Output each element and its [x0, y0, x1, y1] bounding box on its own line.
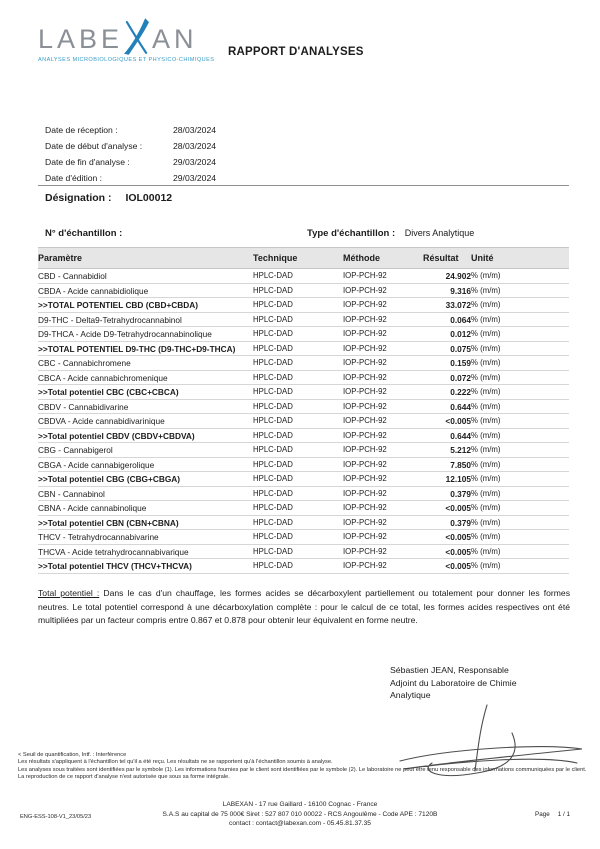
- cell-parametre: >>Total potentiel CBC (CBC+CBCA): [38, 385, 253, 400]
- cell-technique: HPLC-DAD: [253, 515, 343, 530]
- cell-unite: % (m/m): [471, 356, 569, 371]
- page-value: 1 / 1: [557, 811, 570, 818]
- cell-parametre: CBN - Cannabinol: [38, 486, 253, 501]
- cell-resultat: 9.316: [423, 283, 471, 298]
- cell-parametre: CBG - Cannabigerol: [38, 443, 253, 458]
- cell-technique: HPLC-DAD: [253, 283, 343, 298]
- cell-unite: % (m/m): [471, 341, 569, 356]
- cell-methode: IOP-PCH-92: [343, 443, 423, 458]
- table-row: [38, 385, 569, 400]
- cell-unite: % (m/m): [471, 515, 569, 530]
- page-number: [535, 811, 570, 818]
- cell-methode: IOP-PCH-92: [343, 269, 423, 284]
- table-row: [38, 298, 569, 313]
- results-table: [38, 247, 569, 574]
- cell-unite: % (m/m): [471, 457, 569, 472]
- cell-technique: HPLC-DAD: [253, 399, 343, 414]
- cell-technique: HPLC-DAD: [253, 544, 343, 559]
- fine-print-line: Les analyses sous traitées sont identifiées par le symbole (1). Les informations fournies par le client sont identifiées par le symbole (2). Le laboratoire ne peut être tenu responsable des informations communiquées par le client.: [18, 766, 587, 773]
- cell-methode: IOP-PCH-92: [343, 385, 423, 400]
- table-row: [38, 312, 569, 327]
- date-value: 29/03/2024: [173, 173, 217, 183]
- cell-unite: % (m/m): [471, 327, 569, 342]
- cell-parametre: CBDA - Acide cannabidiolique: [38, 283, 253, 298]
- col-header-unite: Unité: [471, 248, 569, 269]
- cell-resultat: 0.159: [423, 356, 471, 371]
- cell-resultat: <0.005: [423, 559, 471, 574]
- cell-methode: IOP-PCH-92: [343, 283, 423, 298]
- results-table-header: [38, 248, 569, 269]
- col-header-parametre: Paramètre: [38, 248, 253, 269]
- cell-technique: HPLC-DAD: [253, 298, 343, 313]
- cell-resultat: 0.379: [423, 486, 471, 501]
- cell-methode: IOP-PCH-92: [343, 486, 423, 501]
- cell-resultat: 0.072: [423, 370, 471, 385]
- labexan-logo: [38, 18, 218, 63]
- dates-block: [45, 122, 216, 186]
- date-label: Date de début d'analyse :: [45, 141, 143, 151]
- header: [38, 18, 364, 63]
- date-value: 29/03/2024: [173, 157, 217, 167]
- date-row-reception: [45, 122, 216, 138]
- cell-parametre: CBGA - Acide cannabigerolique: [38, 457, 253, 472]
- cell-technique: HPLC-DAD: [253, 443, 343, 458]
- table-row: [38, 472, 569, 487]
- table-row: [38, 544, 569, 559]
- cell-resultat: 7.850: [423, 457, 471, 472]
- cell-unite: % (m/m): [471, 443, 569, 458]
- cell-resultat: 0.075: [423, 341, 471, 356]
- page-label: Page: [535, 811, 550, 818]
- cell-methode: IOP-PCH-92: [343, 327, 423, 342]
- cell-parametre: CBNA - Acide cannabinolique: [38, 501, 253, 516]
- cell-methode: IOP-PCH-92: [343, 428, 423, 443]
- cell-methode: IOP-PCH-92: [343, 312, 423, 327]
- cell-parametre: >>Total potentiel CBDV (CBDV+CBDVA): [38, 428, 253, 443]
- cell-technique: HPLC-DAD: [253, 269, 343, 284]
- cell-methode: IOP-PCH-92: [343, 414, 423, 429]
- logo-wordmark: [38, 18, 218, 54]
- cell-parametre: CBCA - Acide cannabichromenique: [38, 370, 253, 385]
- cell-resultat: 0.379: [423, 515, 471, 530]
- cell-methode: IOP-PCH-92: [343, 457, 423, 472]
- cell-unite: % (m/m): [471, 269, 569, 284]
- cell-resultat: 0.012: [423, 327, 471, 342]
- cell-technique: HPLC-DAD: [253, 472, 343, 487]
- logo-x-swoosh-icon: [124, 18, 149, 55]
- table-row: [38, 399, 569, 414]
- cell-technique: HPLC-DAD: [253, 356, 343, 371]
- cell-resultat: 0.222: [423, 385, 471, 400]
- table-row: [38, 370, 569, 385]
- table-row: [38, 515, 569, 530]
- cell-parametre: >>Total potentiel CBG (CBG+CBGA): [38, 472, 253, 487]
- cell-parametre: THCV - Tetrahydrocannabivarine: [38, 530, 253, 545]
- date-row-debut-analyse: [45, 138, 216, 154]
- cell-methode: IOP-PCH-92: [343, 501, 423, 516]
- cell-methode: IOP-PCH-92: [343, 530, 423, 545]
- table-row: [38, 269, 569, 284]
- sample-line: [45, 228, 565, 242]
- cell-technique: HPLC-DAD: [253, 370, 343, 385]
- table-row: [38, 356, 569, 371]
- cell-technique: HPLC-DAD: [253, 341, 343, 356]
- cell-resultat: 12.105: [423, 472, 471, 487]
- cell-parametre: CBC - Cannabichromene: [38, 356, 253, 371]
- cell-unite: % (m/m): [471, 283, 569, 298]
- cell-resultat: 0.644: [423, 399, 471, 414]
- date-row-edition: [45, 170, 216, 186]
- col-header-technique: Technique: [253, 248, 343, 269]
- table-row: [38, 457, 569, 472]
- signatory-line: Sébastien JEAN, Responsable: [390, 665, 509, 675]
- signatory-line: Analytique: [390, 690, 431, 701]
- document-code: ENG-ESS-108-V1_23/05/23: [20, 814, 92, 820]
- table-row: [38, 414, 569, 429]
- cell-technique: HPLC-DAD: [253, 457, 343, 472]
- date-label: Date de fin d'analyse :: [45, 157, 130, 167]
- cell-methode: IOP-PCH-92: [343, 298, 423, 313]
- cell-unite: % (m/m): [471, 501, 569, 516]
- cell-unite: % (m/m): [471, 530, 569, 545]
- sample-type-label: Type d'échantillon :: [307, 228, 396, 239]
- cell-resultat: 33.072: [423, 298, 471, 313]
- table-row: [38, 327, 569, 342]
- logo-text-right: AN: [152, 24, 198, 54]
- cell-unite: % (m/m): [471, 399, 569, 414]
- table-row: [38, 501, 569, 516]
- cell-unite: % (m/m): [471, 414, 569, 429]
- cell-parametre: D9-THC - Delta9-Tetrahydrocannabinol: [38, 312, 253, 327]
- cell-methode: IOP-PCH-92: [343, 341, 423, 356]
- date-label: Date de réception :: [45, 125, 118, 135]
- footer-address-line: S.A.S au capital de 75 000€ Siret : 527 807 010 00022 - RCS Angoulême - Code APE : 7120B: [162, 810, 438, 818]
- cell-unite: % (m/m): [471, 385, 569, 400]
- cell-methode: IOP-PCH-92: [343, 515, 423, 530]
- cell-unite: % (m/m): [471, 472, 569, 487]
- note-lead: Total potentiel :: [38, 588, 100, 598]
- logo-tagline: ANALYSES MICROBIOLOGIQUES ET PHYSICO-CHIMIQUES: [38, 57, 215, 63]
- cell-technique: HPLC-DAD: [253, 312, 343, 327]
- cell-technique: HPLC-DAD: [253, 486, 343, 501]
- table-row: [38, 341, 569, 356]
- cell-parametre: CBDVA - Acide cannabidivarinique: [38, 414, 253, 429]
- cell-parametre: >>Total potentiel CBN (CBN+CBNA): [38, 515, 253, 530]
- sample-number-label: N° d'échantillon :: [45, 228, 123, 239]
- note-body: Dans le cas d'un chauffage, les formes acides se décarboxylent partiellement ou totalement pour donner les formes neutres. Le total potentiel correspond à une décarboxylation complète : pour le calcul de ce total, les formes acides respectives ont été multipliées par un facteur compris entre 0.867 et 0.878 pour obtenir leur équivalent en forme neutre.: [38, 588, 570, 626]
- total-potentiel-note: [38, 587, 570, 628]
- cell-technique: HPLC-DAD: [253, 385, 343, 400]
- cell-technique: HPLC-DAD: [253, 501, 343, 516]
- cell-resultat: <0.005: [423, 544, 471, 559]
- date-label: Date d'édition :: [45, 173, 103, 183]
- cell-resultat: <0.005: [423, 530, 471, 545]
- table-row: [38, 428, 569, 443]
- date-value: 28/03/2024: [173, 141, 217, 151]
- cell-parametre: CBDV - Cannabidivarine: [38, 399, 253, 414]
- table-row: [38, 559, 569, 574]
- table-row: [38, 443, 569, 458]
- cell-parametre: >>TOTAL POTENTIEL CBD (CBD+CBDA): [38, 298, 253, 313]
- cell-unite: % (m/m): [471, 559, 569, 574]
- footer-contact-line: contact : contact@labexan.com - 05.45.81.37.35: [229, 820, 371, 828]
- footer-address-line: LABEXAN - 17 rue Gaillard - 16100 Cognac - France: [222, 801, 378, 808]
- cell-methode: IOP-PCH-92: [343, 399, 423, 414]
- cell-unite: % (m/m): [471, 298, 569, 313]
- table-row: [38, 283, 569, 298]
- cell-unite: % (m/m): [471, 544, 569, 559]
- results-table-body: [38, 269, 569, 574]
- cell-resultat: 0.644: [423, 428, 471, 443]
- cell-methode: IOP-PCH-92: [343, 559, 423, 574]
- fine-print-line: Les résultats s'appliquent à l'échantillon tel qu'il a été reçu. Les résultats ne se rapportent qu'à l'échantillon soumis à analyse.: [18, 759, 333, 766]
- cell-parametre: CBD - Cannabidiol: [38, 269, 253, 284]
- designation-line: [45, 192, 172, 204]
- table-row: [38, 530, 569, 545]
- sample-type-value: Divers Analytique: [404, 228, 475, 238]
- cell-parametre: >>Total potentiel THCV (THCV+THCVA): [38, 559, 253, 574]
- cell-parametre: D9-THCA - Acide D9-Tetrahydrocannabinolique: [38, 327, 253, 342]
- cell-technique: HPLC-DAD: [253, 530, 343, 545]
- col-header-methode: Méthode: [343, 248, 423, 269]
- fine-print-block: [18, 752, 596, 782]
- cell-methode: IOP-PCH-92: [343, 370, 423, 385]
- cell-unite: % (m/m): [471, 370, 569, 385]
- cell-resultat: 0.064: [423, 312, 471, 327]
- date-row-fin-analyse: [45, 154, 216, 170]
- cell-technique: HPLC-DAD: [253, 559, 343, 574]
- col-header-resultat: Résultat: [423, 248, 471, 269]
- cell-technique: HPLC-DAD: [253, 327, 343, 342]
- cell-unite: % (m/m): [471, 312, 569, 327]
- signatory-block: [390, 664, 575, 702]
- cell-parametre: THCVA - Acide tetrahydrocannabivarique: [38, 544, 253, 559]
- designation-label: Désignation :: [45, 192, 112, 204]
- cell-resultat: <0.005: [423, 414, 471, 429]
- signatory-line: Adjoint du Laboratoire de Chimie: [390, 677, 517, 688]
- cell-parametre: >>TOTAL POTENTIEL D9-THC (D9-THC+D9-THCA): [38, 341, 253, 356]
- logo-text-left: LABE: [38, 24, 124, 54]
- date-value: 28/03/2024: [173, 125, 217, 135]
- fine-print-line: < Seuil de quantification, Intf. : Interférence: [18, 752, 127, 758]
- table-row: [38, 486, 569, 501]
- cell-technique: HPLC-DAD: [253, 428, 343, 443]
- designation-value: IOL00012: [125, 192, 173, 204]
- cell-methode: IOP-PCH-92: [343, 544, 423, 559]
- report-title: RAPPORT D'ANALYSES: [228, 46, 364, 58]
- fine-print-line: La reproduction de ce rapport d'analyse n'est autorisée que sous sa forme intégrale.: [18, 774, 230, 781]
- header-row: [38, 248, 569, 269]
- cell-resultat: <0.005: [423, 501, 471, 516]
- cell-resultat: 24.902: [423, 269, 471, 284]
- cell-methode: IOP-PCH-92: [343, 356, 423, 371]
- cell-unite: % (m/m): [471, 486, 569, 501]
- cell-technique: HPLC-DAD: [253, 414, 343, 429]
- horizontal-divider: [38, 185, 569, 186]
- sample-type: [307, 228, 474, 239]
- cell-unite: % (m/m): [471, 428, 569, 443]
- cell-methode: IOP-PCH-92: [343, 472, 423, 487]
- cell-resultat: 5.212: [423, 443, 471, 458]
